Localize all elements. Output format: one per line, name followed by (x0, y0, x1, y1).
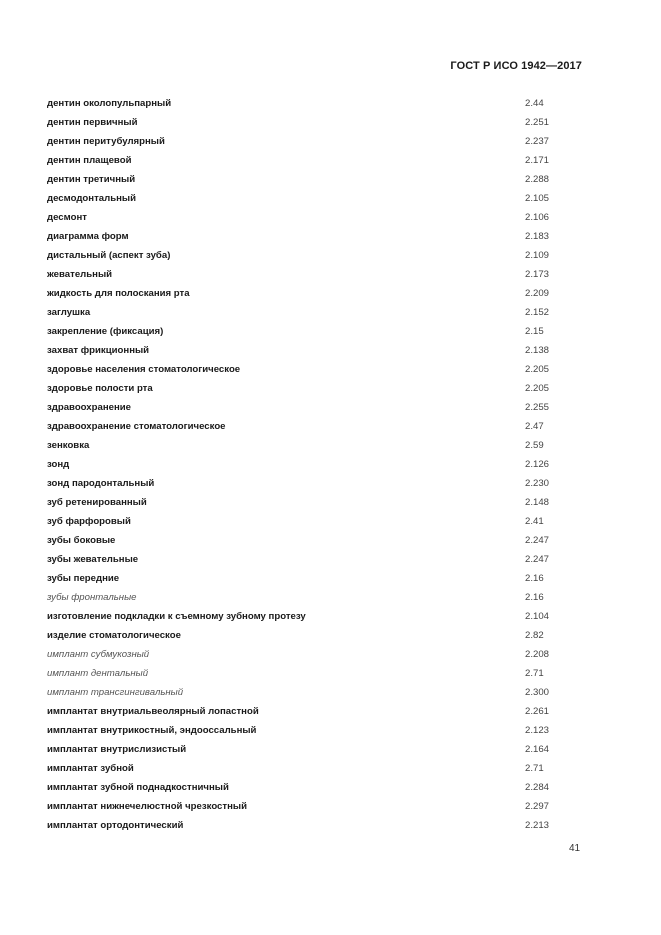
index-term: дистальный (аспект зуба) (47, 250, 171, 261)
index-entry (47, 227, 587, 246)
index-entry (47, 645, 587, 664)
index-reference: 2.59 (525, 440, 544, 451)
index-reference: 2.288 (525, 174, 550, 185)
index-reference: 2.251 (525, 117, 550, 128)
index-entry (47, 702, 587, 721)
index-reference: 2.247 (525, 535, 550, 546)
index-entry (47, 303, 587, 322)
index-reference: 2.82 (525, 630, 544, 641)
index-term: имплантат зубной поднадкостничный (47, 782, 229, 793)
index-reference: 2.148 (525, 497, 550, 508)
index-term: имплант трансгингивальный (47, 687, 184, 698)
index-entry (47, 94, 587, 113)
document-header: ГОСТ Р ИСО 1942—2017 (450, 60, 582, 72)
index-reference: 2.16 (525, 573, 544, 584)
index-entry (47, 398, 587, 417)
index-reference: 2.71 (525, 763, 544, 774)
index-entry (47, 550, 587, 569)
index-reference: 2.16 (525, 592, 544, 603)
index-reference: 2.152 (525, 307, 550, 318)
index-entry (47, 208, 587, 227)
index-term: дентин первичный (47, 117, 138, 128)
index-reference: 2.105 (525, 193, 550, 204)
index-term: изделие стоматологическое (47, 630, 181, 641)
index-entry (47, 379, 587, 398)
index-reference: 2.47 (525, 421, 544, 432)
index-entry (47, 265, 587, 284)
page-number: 41 (569, 843, 581, 854)
index-term: жидкость для полоскания рта (47, 288, 190, 299)
index-reference: 2.205 (525, 364, 550, 375)
index-reference: 2.183 (525, 231, 550, 242)
index-reference: 2.237 (525, 136, 550, 147)
index-reference: 2.164 (525, 744, 550, 755)
index-entry (47, 436, 587, 455)
index-term: дентин третичный (47, 174, 136, 185)
index-entry (47, 607, 587, 626)
index-reference: 2.247 (525, 554, 550, 565)
index-term: дентин перитубулярный (47, 136, 165, 147)
index-reference: 2.261 (525, 706, 550, 717)
index-reference: 2.205 (525, 383, 550, 394)
index-entry (47, 474, 587, 493)
index-term: здравоохранение стоматологическое (47, 421, 226, 432)
index-term: здравоохранение (47, 402, 131, 413)
index-entry (47, 740, 587, 759)
index-reference: 2.213 (525, 820, 550, 831)
index-term: имплантат внутрислизистый (47, 744, 187, 755)
index-term: зубы передние (47, 573, 120, 584)
index-reference: 2.230 (525, 478, 550, 489)
index-term: имплантат ортодонтический (47, 820, 184, 831)
index-reference: 2.171 (525, 155, 550, 166)
index-reference: 2.297 (525, 801, 550, 812)
index-reference: 2.284 (525, 782, 550, 793)
index-term: десмонт (47, 212, 87, 223)
index-entry (47, 455, 587, 474)
index-term: зубы боковые (47, 535, 116, 546)
index-term: дентин околопульпарный (47, 98, 172, 109)
index-reference: 2.109 (525, 250, 550, 261)
index-entry (47, 284, 587, 303)
index-term: зубы жевательные (47, 554, 139, 565)
index-term: изготовление подкладки к съемному зубному протезу (47, 611, 306, 622)
index-reference: 2.15 (525, 326, 544, 337)
index-term: имплантат внутрикостный, эндооссальный (47, 725, 257, 736)
index-entry (47, 664, 587, 683)
index-term: дентин плащевой (47, 155, 132, 166)
index-term: десмодонтальный (47, 193, 136, 204)
index-term: зонд пародонтальный (47, 478, 155, 489)
index-reference: 2.138 (525, 345, 550, 356)
index-term: жевательный (47, 269, 113, 280)
index-term: зуб ретенированный (47, 497, 147, 508)
index-entry (47, 626, 587, 645)
index-entry (47, 189, 587, 208)
index-entry (47, 512, 587, 531)
index-reference: 2.44 (525, 98, 544, 109)
index-reference: 2.41 (525, 516, 544, 527)
index-term: зонд (47, 459, 70, 470)
index-term: зубы фронтальные (47, 592, 137, 603)
index-entry (47, 417, 587, 436)
index-entry (47, 759, 587, 778)
index-entry (47, 360, 587, 379)
index-reference: 2.106 (525, 212, 550, 223)
index-reference: 2.71 (525, 668, 544, 679)
index-term: имплантат внутриальвеолярный лопастной (47, 706, 259, 717)
index-entry (47, 816, 587, 835)
index-reference: 2.104 (525, 611, 550, 622)
index-entry (47, 132, 587, 151)
index-reference: 2.123 (525, 725, 550, 736)
index-entry (47, 531, 587, 550)
index-entry (47, 683, 587, 702)
index-entry (47, 246, 587, 265)
index-entry (47, 569, 587, 588)
index-reference: 2.126 (525, 459, 550, 470)
index-entry (47, 721, 587, 740)
index-entry (47, 493, 587, 512)
index-entry (47, 588, 587, 607)
index-term: имплант дентальный (47, 668, 149, 679)
index-entry (47, 113, 587, 132)
index-term: захват фрикционный (47, 345, 150, 356)
index-term: имплантат нижнечелюстной чрезкостный (47, 801, 247, 812)
index-reference: 2.255 (525, 402, 550, 413)
index-entry (47, 170, 587, 189)
index-term: имплант субмукозный (47, 649, 150, 660)
index-entry (47, 797, 587, 816)
index-reference: 2.300 (525, 687, 550, 698)
index-term: диаграмма форм (47, 231, 129, 242)
index-term: заглушка (47, 307, 91, 318)
index-reference: 2.209 (525, 288, 550, 299)
index-entry (47, 322, 587, 341)
index-term: имплантат зубной (47, 763, 134, 774)
index-entry (47, 778, 587, 797)
index-term: здоровье населения стоматологическое (47, 364, 241, 375)
index-term: зенковка (47, 440, 90, 451)
index-reference: 2.173 (525, 269, 550, 280)
index-reference: 2.208 (525, 649, 550, 660)
index-term: закрепление (фиксация) (47, 326, 164, 337)
index-term: здоровье полости рта (47, 383, 153, 394)
index-term: зуб фарфоровый (47, 516, 131, 527)
index-entry (47, 341, 587, 360)
index-entry (47, 151, 587, 170)
index-list (47, 94, 587, 835)
